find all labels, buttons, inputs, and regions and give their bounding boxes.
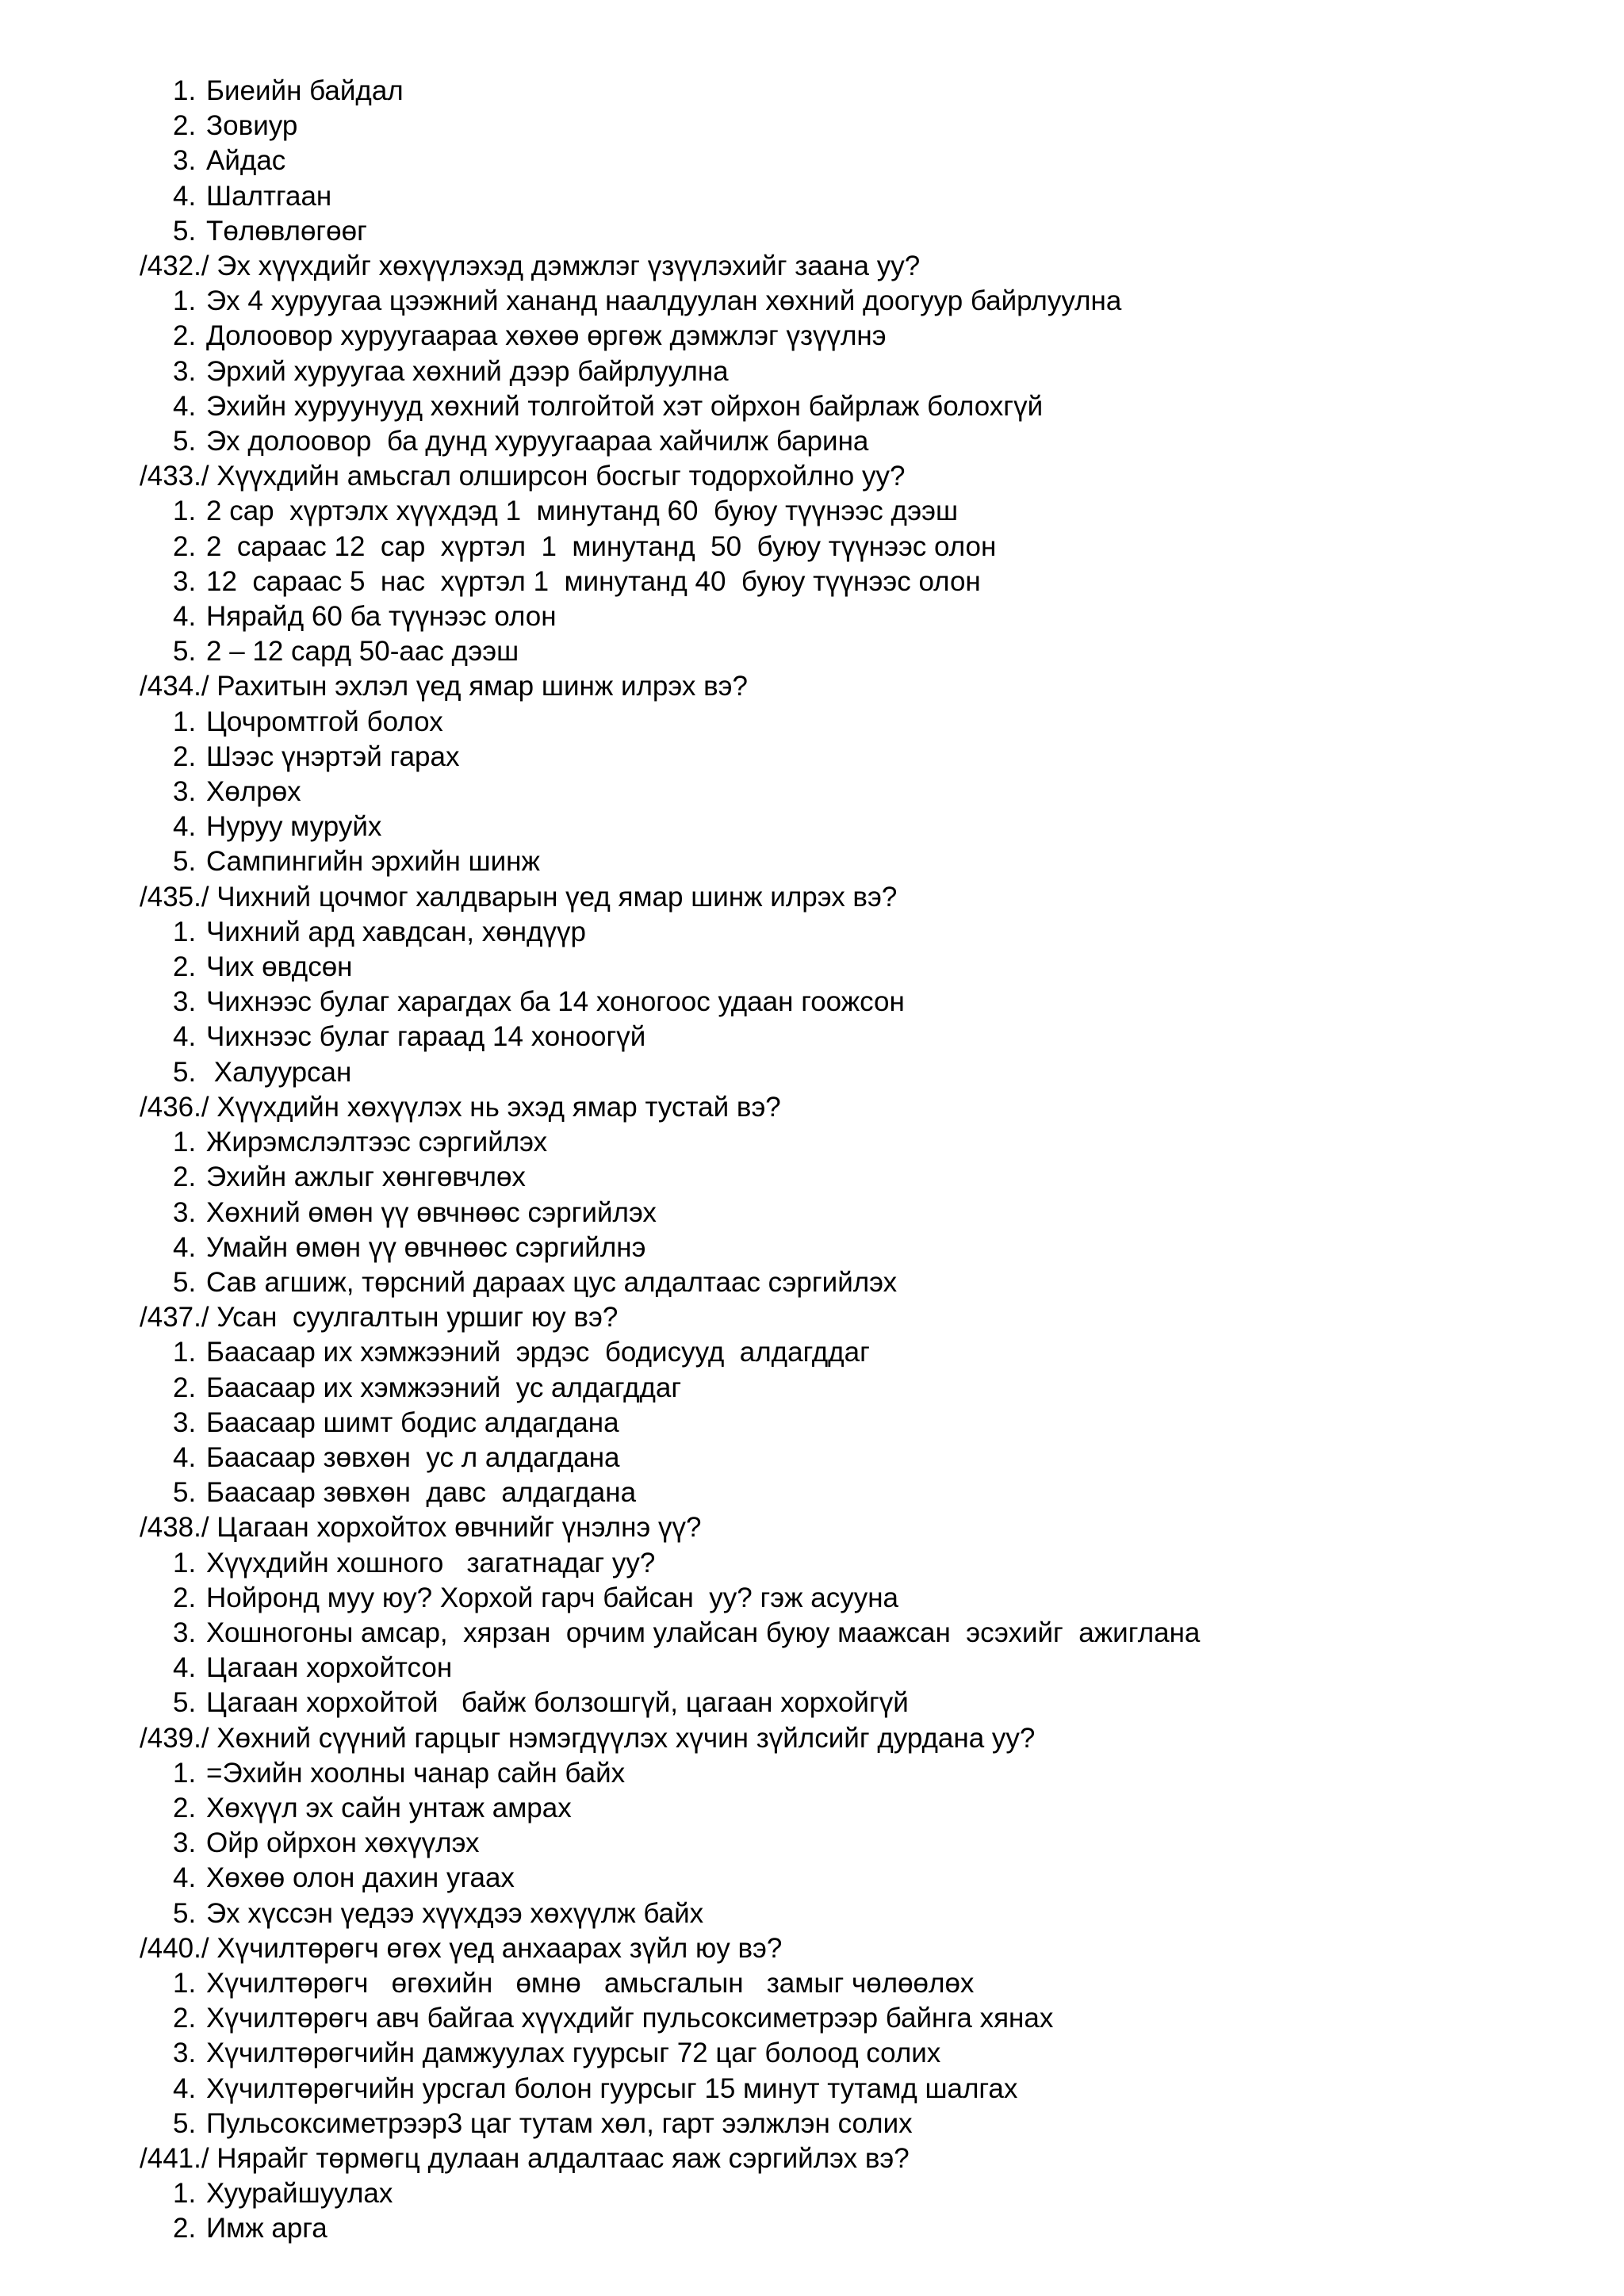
answer-option [140,179,1607,214]
option-number: 5. [173,2107,197,2139]
option-text: Долоовор хуруугаараа хөхөө өргөж дэмжлэг үзүүлнэ [206,320,887,352]
answer-option [140,424,1607,459]
answer-option [140,354,1607,389]
question-heading: /435./ Чихний цочмог халдварын үед ямар шинж илрэх вэ? [140,881,898,913]
question-heading: /436./ Хүүхдийн хөхүүлэх нь эхэд ямар тустай вэ? [140,1091,781,1123]
option-number: 2. [173,740,197,772]
answer-option [140,2036,1607,2071]
option-text: Хүчилтөрөгч авч байгаа хүүхдийг пульсоксиметрээр байнга хянах [206,2003,1054,2034]
question-heading: /440./ Хүчилтөрөгч өгөх үед анхаарах зүйл юу вэ? [140,1932,783,1964]
option-text: 12 сараас 5 нас хүртэл 1 минутанд 40 буюу түүнээс олон [206,565,981,597]
option-text: Баасаар зөвхөн давс алдагдана [206,1477,637,1509]
option-number: 3. [173,986,197,1018]
answer-option [140,1230,1607,1265]
option-text: Эх долоовор ба дунд хуруугаараа хайчилж барина [206,426,869,457]
question-heading: /432./ Эх хүүхдийг хөхүүлэхэд дэмжлэг үзүүлэхийг заана уу? [140,251,921,282]
answer-option [140,775,1607,809]
answer-option [140,950,1607,985]
option-text: Хөхний өмөн үү өвчнөөс сэргийлэх [206,1196,657,1228]
option-text: Пульсоксиметрээр3 цаг тутам хөл, гарт ээлжлэн солих [206,2107,913,2139]
option-text: Хөхөө олон дахин угаах [206,1862,515,1894]
option-number: 1. [173,496,197,527]
answer-option [140,530,1607,564]
option-text: Халуурсан [206,1056,352,1088]
option-number: 1. [173,916,197,947]
answer-option [140,1265,1607,1300]
option-number: 4. [173,390,197,422]
option-text: 2 сар хүртэлх хүүхдэд 1 минутанд 60 буюу түүнээс дээш [206,496,959,527]
option-text: Хүүхдийн хошного загатнадаг уу? [206,1547,656,1578]
option-text: Хошногоны амсар, хярзан орчим улайсан буюу маажсан эсэхийг ажиглана [206,1617,1201,1648]
option-text: Умайн өмөн үү өвчнөөс сэргийлнэ [206,1231,646,1263]
option-number: 3. [173,565,197,597]
answer-option [140,1581,1607,1616]
answer-option [140,144,1607,178]
option-number: 1. [173,1967,197,1999]
answer-option [140,1055,1607,1090]
answer-option [140,1686,1607,1720]
answer-option [140,634,1607,669]
answer-option [140,705,1607,740]
option-number: 5. [173,1897,197,1929]
option-number: 1. [173,75,197,106]
option-text: Эрхий хуруугаа хөхний дээр байрлуулна [206,355,729,387]
option-number: 2. [173,951,197,983]
option-number: 5. [173,1266,197,1298]
answer-option [140,1441,1607,1475]
option-number: 1. [173,2178,197,2210]
option-number: 2. [173,1582,197,1613]
answer-option [140,1861,1607,1896]
option-text: Чих өвдсөн [206,951,353,983]
option-text: Эхийн хуруунууд хөхний толгойтой хэт ойрхон байрлаж болохгүй [206,390,1044,422]
option-number: 2. [173,1372,197,1403]
option-text: Имж арга [206,2213,327,2244]
answer-option [140,1966,1607,2001]
option-number: 5. [173,636,197,668]
answer-option [140,985,1607,1020]
option-number: 1. [173,1337,197,1368]
option-text: Баасаар шимт бодис алдагдана [206,1406,619,1438]
option-text: Чихний ард хавдсан, хөндүүр [206,916,586,947]
option-number: 2. [173,2213,197,2244]
option-text: 2 сараас 12 сар хүртэл 1 минутанд 50 буюу түүнээс олон [206,530,997,562]
answer-option [140,1406,1607,1441]
option-text: Чихнээс булаг харагдах ба 14 хоногоос удаан гоожсон [206,986,905,1018]
option-text: =Эхийн хоолны чанар сайн байх [206,1757,626,1789]
question-heading: /437./ Усан суулгалтын уршиг юу вэ? [140,1302,619,1334]
answer-option [140,1125,1607,1160]
answer-option [140,1020,1607,1054]
answer-option [140,1616,1607,1651]
answer-option [140,564,1607,599]
answer-option [140,2072,1607,2107]
option-text: Хөхүүл эх сайн унтаж амрах [206,1792,572,1823]
option-text: Хуурайшуулах [206,2178,393,2210]
answer-option [140,1791,1607,1826]
option-number: 3. [173,1406,197,1438]
answer-option [140,1826,1607,1861]
option-number: 4. [173,811,197,843]
option-number: 3. [173,776,197,808]
option-text: Жирэмслэлтээс сэргийлэх [206,1127,548,1158]
option-number: 5. [173,426,197,457]
option-text: Нойронд муу юу? Хорхой гарч байсан уу? гэж асууна [206,1582,898,1613]
option-number: 2. [173,530,197,562]
option-number: 2. [173,1792,197,1823]
option-text: Цагаан хорхойтсон [206,1652,453,1684]
option-text: Хүчилтөрөгч өгөхийн өмнө амьсгалын замыг чөлөөлөх [206,1967,975,1999]
option-number: 4. [173,2072,197,2104]
option-number: 3. [173,145,197,177]
option-number: 5. [173,1687,197,1719]
option-number: 4. [173,1231,197,1263]
question-heading: /438./ Цагаан хорхойтох өвчнийг үнэлнэ үү? [140,1512,702,1544]
option-text: Ойр ойрхон хөхүүлэх [206,1827,480,1859]
option-text: Шалтгаан [206,180,332,212]
option-number: 1. [173,706,197,737]
answer-option [140,599,1607,634]
question-heading: /433./ Хүүхдийн амьсгал олширсон босгыг тодорхойлно уу? [140,461,906,492]
option-number: 1. [173,1757,197,1789]
option-number: 3. [173,2038,197,2069]
question-list [140,74,1607,2247]
option-text: Шээс үнэртэй гарах [206,740,460,772]
answer-option [140,1160,1607,1195]
option-number: 2. [173,320,197,352]
answer-option [140,740,1607,775]
answer-option [140,319,1607,354]
option-text: Зовиур [206,110,298,142]
option-number: 3. [173,1617,197,1648]
answer-option [140,1475,1607,1510]
option-text: Сампингийн эрхийн шинж [206,846,540,878]
option-number: 2. [173,2003,197,2034]
option-number: 3. [173,355,197,387]
option-number: 4. [173,1652,197,1684]
question-heading: /441./ Нярайг төрмөгц дулаан алдалтаас яаж сэргийлэх вэ? [140,2142,910,2174]
option-text: Эх 4 хуруугаа цээжний хананд наалдуулан хөхний доогуур байрлуулна [206,285,1122,317]
option-number: 4. [173,1021,197,1053]
option-text: Төлөвлөгөөг [206,215,367,247]
answer-option [140,2211,1607,2246]
option-number: 1. [173,1127,197,1158]
option-text: 2 – 12 сард 50-аас дээш [206,636,519,668]
answer-option [140,284,1607,319]
option-number: 2. [173,110,197,142]
option-text: Нуруу муруйх [206,811,382,843]
option-text: Баасаар зөвхөн ус л алдагдана [206,1441,620,1473]
answer-option [140,809,1607,844]
answer-option [140,109,1607,144]
option-text: Сав агшиж, төрсний дараах цус алдалтаас сэргийлэх [206,1266,898,1298]
option-text: Цагаан хорхойтой байж болзошгүй, цагаан хорхойгүй [206,1687,909,1719]
answer-option [140,494,1607,529]
option-text: Баасаар их хэмжээний ус алдагддаг [206,1372,682,1403]
question-heading: /434./ Рахитын эхлэл үед ямар шинж илрэх вэ? [140,671,749,702]
option-text: Чихнээс булаг гараад 14 хоноогүй [206,1021,646,1053]
option-text: Эх хүссэн үедээ хүүхдээ хөхүүлж байх [206,1897,704,1929]
option-number: 5. [173,1056,197,1088]
answer-option [140,389,1607,424]
option-number: 1. [173,285,197,317]
answer-option [140,74,1607,109]
answer-option [140,844,1607,879]
question-heading: /439./ Хөхний сүүний гарцыг нэмэгдүүлэх хүчин зүйлсийг дурдана уу? [140,1722,1036,1754]
option-text: Хүчилтөрөгчийн дамжуулах гуурсыг 72 цаг болоод солих [206,2038,941,2069]
answer-option [140,214,1607,249]
option-number: 4. [173,1862,197,1894]
answer-option [140,2001,1607,2036]
option-number: 5. [173,846,197,878]
option-text: Нярайд 60 ба түүнээс олон [206,601,557,633]
answer-option [140,1756,1607,1791]
option-number: 4. [173,601,197,633]
option-text: Эхийн ажлыг хөнгөвчлөх [206,1161,526,1193]
option-number: 3. [173,1827,197,1859]
option-text: Биеийн байдал [206,75,404,106]
option-number: 3. [173,1196,197,1228]
option-number: 5. [173,215,197,247]
answer-option [140,2176,1607,2211]
answer-option [140,2107,1607,2141]
option-text: Айдас [206,145,286,177]
answer-option [140,1371,1607,1406]
answer-option [140,1546,1607,1581]
option-number: 5. [173,1477,197,1509]
option-text: Баасаар их хэмжээний эрдэс бодисууд алдагддаг [206,1337,870,1368]
option-text: Цочромтгой болох [206,706,443,737]
answer-option [140,1196,1607,1230]
option-number: 2. [173,1161,197,1193]
option-text: Хөлрөх [206,776,301,808]
option-number: 4. [173,180,197,212]
answer-option [140,1896,1607,1931]
option-number: 1. [173,1547,197,1578]
option-number: 4. [173,1441,197,1473]
answer-option [140,1651,1607,1686]
answer-option [140,1335,1607,1370]
option-text: Хүчилтөрөгчийн урсгал болон гуурсыг 15 минут тутамд шалгах [206,2072,1018,2104]
answer-option [140,915,1607,950]
